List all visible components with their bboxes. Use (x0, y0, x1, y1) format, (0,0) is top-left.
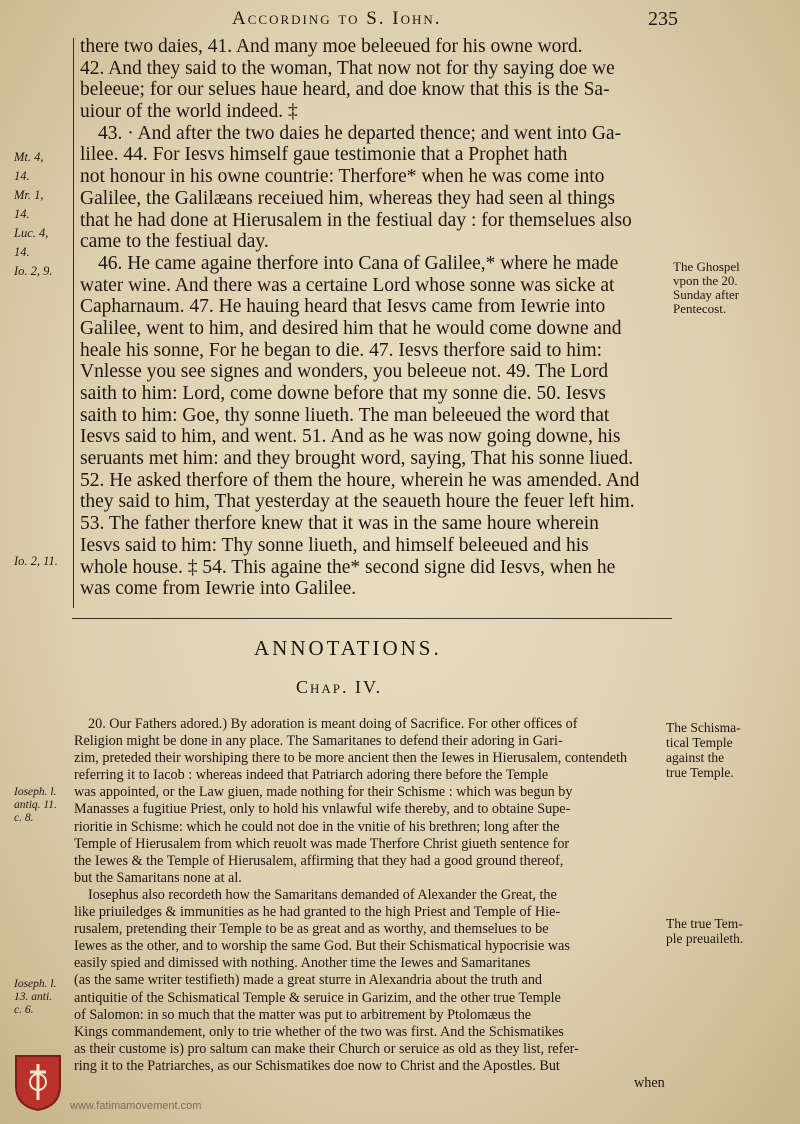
side-note-line: ple preuaileth. (666, 931, 744, 946)
note-line: rusalem, pretending their Temple to be as great and as worthy, and themselues to be (74, 921, 549, 938)
gospel-line: water wine. And there was a certaine Lord whose sonne was sicke at (80, 274, 615, 296)
gospel-text (80, 36, 639, 600)
gospel-line: heale his sonne, For he began to die. 47. Iesvs therfore said to him: (80, 339, 603, 361)
note-line: Religion might be done in any place. The Samaritanes to defend their adoring in Gari- (74, 733, 563, 750)
gospel-line: beleeue; for our selues haue heard, and doe know that this is the Sa- (80, 79, 610, 101)
gospel-line: seruants met him: and they brought word, saying, That his sonne liued. (80, 448, 634, 470)
note-line: the Iewes & the Temple of Hierusalem, affirming that they had a good ground thereof, (74, 852, 564, 869)
margin-ref-item: c. 8. (14, 812, 34, 824)
side-note-line: The Ghospel (673, 259, 740, 274)
column-rule (73, 38, 74, 608)
note-line: zim, preteded their worshiping there to be more ancient then the Iewes in Hierusalem, contendeth (74, 750, 628, 767)
side-note-line: true Temple. (666, 765, 734, 780)
note-line: (as the same writer testifieth) made a great sturre in Alexandria about the truth and (74, 972, 543, 989)
section-divider (72, 618, 672, 619)
side-note-line: The Schisma- (666, 720, 741, 735)
note-line: referring it to Iacob : whereas indeed that Patriarch adoring there before the Temple (74, 767, 549, 784)
margin-ref-item: 13. anti. (14, 991, 53, 1003)
footer-url[interactable]: www.fatimamovement.com (70, 1100, 202, 1112)
note-line: Iewes as the other, and to worship the same God. But their Schismatical hypocrisie was (74, 938, 570, 955)
note-line: was appointed, or the Law giuen, made nothing for their Schisme : which was begun by (74, 784, 573, 801)
margin-ref-item: antiq. 11. (14, 799, 57, 811)
side-note-line: Pentecost. (673, 301, 727, 316)
catchword: when (634, 1074, 665, 1091)
annotations-title: ANNOTATIONS. (254, 636, 442, 660)
gospel-line: Capharnaum. 47. He hauing heard that Iesvs came from Iewrie into (80, 296, 606, 318)
gospel-line: 43. · And after the two daies he departed thence; and went into Ga- (98, 122, 622, 144)
note-line: but the Samaritans none at al. (74, 869, 242, 886)
note-margin-reference (14, 786, 57, 825)
margin-ref-item: Mr. 1, (14, 188, 44, 202)
gospel-line: that he had done at Hierusalem in the festiual day : for themselues also (80, 209, 632, 231)
gospel-line: saith to him: Lord, come downe before that my sonne die. 50. Iesvs (80, 383, 606, 404)
gospel-line: whole house. ‡ 54. This againe the* second signe did Iesvs, when he (80, 556, 616, 578)
margin-ref-item: Ioseph. l. (14, 978, 57, 990)
margin-reference: Io. 2, 11. (14, 554, 58, 568)
gospel-line: Galilee, went to him, and desired him that he would come downe and (80, 317, 622, 339)
gospel-line: they said to him, That yesterday at the seaueth houre the feuer left him. (80, 491, 635, 513)
gospel-line: saith to him: Goe, thy sonne liueth. The man beleeued the word that (80, 404, 610, 426)
gospel-line: Iesvs said to him, and went. 51. And as he was now going downe, his (80, 426, 621, 448)
gospel-line: 46. He came againe therfore into Cana of Galilee,* where he made (98, 252, 619, 274)
gospel-line: lilee. 44. For Iesvs himself gaue testimonie that a Prophet hath (80, 144, 568, 166)
gospel-line: not honour in his owne countrie: Therfore* when he was come into (80, 166, 605, 188)
note-line: Kings commandement, only to trie whether of the two was first. And the Schismatikes (74, 1023, 564, 1040)
gospel-line: came to the festiual day. (80, 231, 269, 253)
gospel-line: uiour of the world indeed. ‡ (80, 101, 298, 123)
side-note-true-temple (666, 916, 743, 946)
margin-ref-item: 14. (14, 207, 30, 221)
note-margin-reference (14, 978, 56, 1017)
margin-ref-item: Ioseph. l. (14, 786, 57, 798)
gospel-line: 53. The father therfore knew that it was in the same houre wherein (80, 513, 599, 535)
gospel-line: 52. He asked therfore of them the houre, wherein he was amended. And (80, 469, 640, 491)
gospel-line: Iesvs said to him: Thy sonne liueth, and himself beleeued and his (80, 534, 589, 556)
margin-reference (14, 148, 53, 281)
running-header: According to S. Iohn. (232, 8, 442, 29)
note-line: rioritie in Schisme: which he could not doe in the vnitie of his brethren; long after the (74, 818, 560, 835)
note-line: as their custome is) pro saltum can make their Church or seruice as old as they list, refer- (74, 1040, 579, 1057)
side-note-line: tical Temple (666, 735, 733, 750)
chapter-heading: Chap. IV. (296, 677, 383, 697)
note-line: Manasses a fugitiue Priest, only to hold his vnlawful wife thereby, and to obtaine Supe- (74, 801, 571, 818)
side-note-line: The true Tem- (666, 916, 743, 931)
gospel-line: there two daies, 41. And many moe beleeued for his owne word. (80, 36, 583, 57)
margin-ref-item: Mt. 4, (14, 150, 44, 164)
margin-ref-item: c. 6. (14, 1004, 34, 1016)
note-line: Temple of Hierusalem from which reuolt was made Therfore Christ giueth sentence for (74, 835, 570, 852)
note-line: like priuiledges & immunities as he had granted to the high Priest and Temple of Hie- (74, 904, 561, 921)
note-line: ring it to the Patriarches, as our Schismatikes doe now to Christ and the Apostles. But (74, 1057, 560, 1074)
side-note-line: Sunday after (673, 287, 740, 302)
side-note-schismatical (666, 720, 741, 780)
note-line: Iosephus also recordeth how the Samaritans demanded of Alexander the Great, the (88, 886, 557, 903)
note-line: easily spied and dimissed with nothing. Another time the Iewes and Samaritanes (74, 955, 531, 972)
side-note-line: vpon the 20. (673, 273, 738, 288)
page-number: 235 (648, 8, 678, 30)
margin-ref-item: 14. (14, 245, 30, 259)
note-line: 20. Our Fathers adored.) By adoration is meant doing of Sacrifice. For other offices of (88, 716, 578, 732)
margin-ref-item: Luc. 4, (14, 226, 49, 240)
papal-seal-icon (12, 1052, 64, 1112)
gospel-line: was come from Iewrie into Galilee. (80, 578, 357, 600)
side-note-gospel (673, 260, 740, 316)
margin-ref-item: Io. 2, 9. (14, 264, 53, 278)
annotations-text (74, 716, 665, 1092)
gospel-line: 42. And they said to the woman, That now not for thy saying doe we (80, 57, 615, 79)
note-line: of Salomon: in so much that the matter was put to arbitrement by Ptolomæus the (74, 1006, 532, 1023)
side-note-line: against the (666, 750, 725, 765)
gospel-line: Vnlesse you see signes and wonders, you beleeue not. 49. The Lord (80, 361, 609, 383)
note-line: antiquitie of the Schismatical Temple & seruice in Garizim, and the other true Temple (74, 989, 561, 1006)
gospel-line: Galilee, the Galilæans receiued him, whereas they had seen al things (80, 187, 615, 209)
margin-ref-item: 14. (14, 169, 30, 183)
